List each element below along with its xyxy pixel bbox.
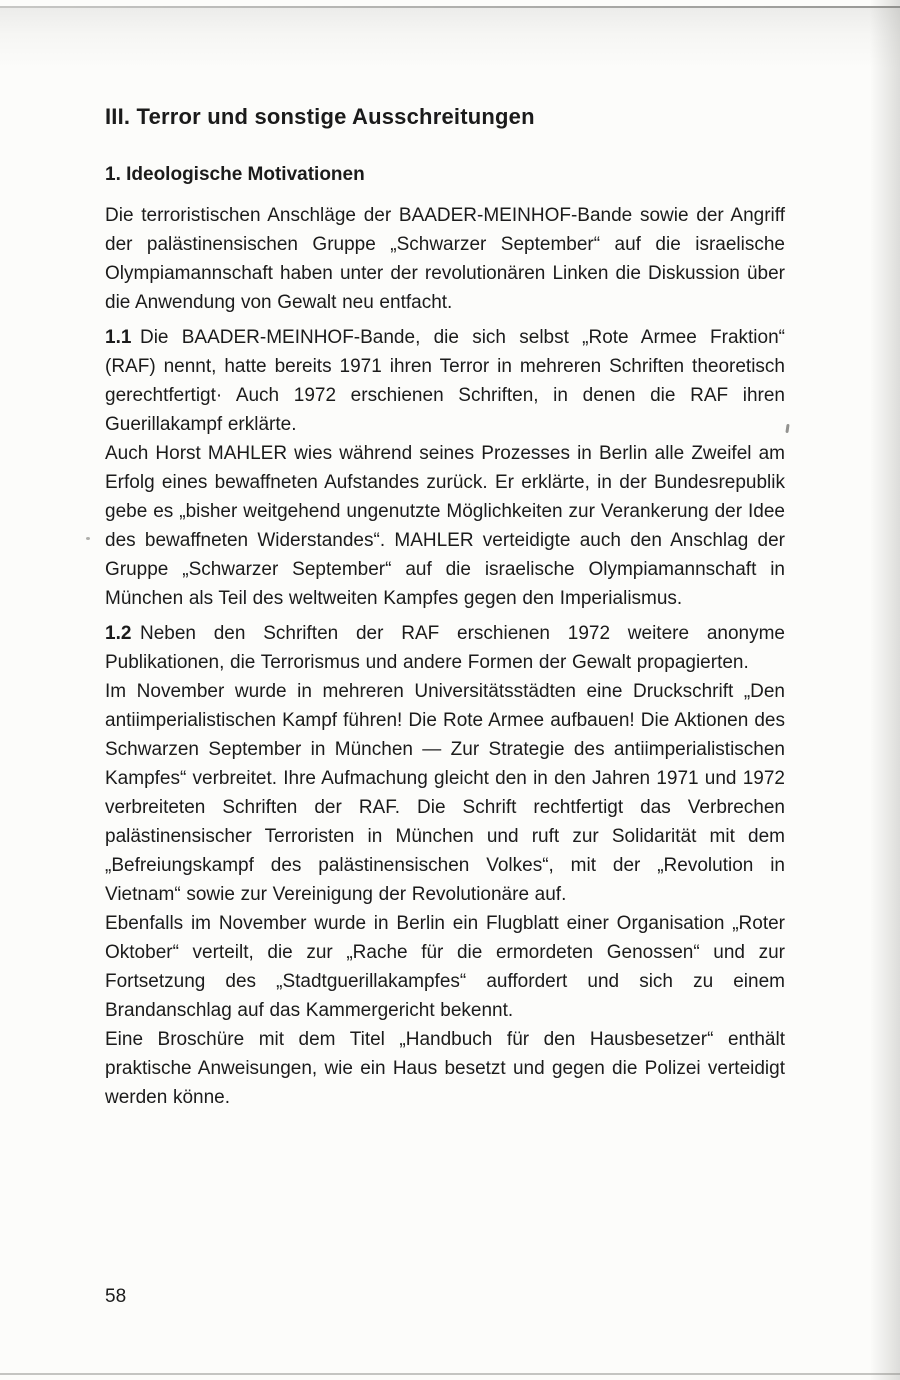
paragraph xyxy=(105,909,785,1025)
scan-edge-top-line xyxy=(0,6,900,8)
paragraph-text: Eine Broschüre mit dem Titel „Handbuch für den Hausbesetzer“ enthält praktische Anweisungen, wie ein Haus besetzt und gegen die Polizei verteidigt werden könne. xyxy=(105,1029,785,1108)
scan-artifact-dot xyxy=(86,537,90,540)
paragraph xyxy=(105,201,785,317)
paragraph xyxy=(105,619,785,677)
paragraph xyxy=(105,1025,785,1112)
paragraph-number: 1.1 xyxy=(105,327,132,348)
paragraph-text: Neben den Schriften der RAF erschienen 1972 weitere anonyme Publikationen, die Terrorismus und andere Formen der Gewalt propagierten. xyxy=(105,623,785,673)
paragraph-number: 1.2 xyxy=(105,623,132,644)
scan-edge-top-shade xyxy=(0,8,900,68)
paragraph xyxy=(105,323,785,439)
paragraph-text: Im November wurde in mehreren Universitätsstädten eine Druckschrift „Den antiimperialistischen Kampf führen! Die Rote Armee aufbauen! Die Aktionen des Schwarzen September in München — Zur Strategie des antiimperialistischen Kampfes“ verbreitet. Ihre Aufmachung gleicht den in den Jahren 1971 und 1972 verbreiteten Schriften der RAF. Die Schrift rechtfertigt das Verbrechen palästinensischer Terroristen in München und ruft zur Solidarität mit dem „Befreiungskampf des palästinensischen Volkes“, mit der „Revolution in Vietnam“ sowie zur Vereinigung der Revolutionäre auf. xyxy=(105,681,785,905)
scan-edge-right-shade xyxy=(870,0,900,1380)
section-heading: 1. Ideologische Motivationen xyxy=(105,164,365,185)
page-number: 58 xyxy=(105,1286,127,1307)
scan-edge-bottom-line xyxy=(0,1373,900,1375)
paragraph-text: Die terroristischen Anschläge der BAADER-MEINHOF-Bande sowie der Angriff der palästinensischen Gruppe „Schwarzer September“ auf die israelische Olympiamannschaft haben unter der revolutionären Linken die Diskussion über die Anwendung von Gewalt neu entfacht. xyxy=(105,205,785,313)
paragraph xyxy=(105,677,785,909)
document-body xyxy=(105,104,785,1112)
page-title: III. Terror und sonstige Ausschreitungen xyxy=(105,104,535,129)
paragraph-text: Ebenfalls im November wurde in Berlin ein Flugblatt einer Organisation „Roter Oktober“ verteilt, die zur „Rache für die ermordeten Genossen“ und zur Fortsetzung des „Stadtguerillakampfes“ auffordert und sich zu einem Brandanschlag auf das Kammergericht bekennt. xyxy=(105,913,785,1021)
scan-artifact-mark xyxy=(785,424,789,433)
paragraph xyxy=(105,439,785,613)
paragraph-text: Auch Horst MAHLER wies während seines Prozesses in Berlin alle Zweifel am Erfolg eines bewaffneten Aufstandes zurück. Er erklärte, in der Bundesrepublik gebe es „bisher weitgehend ungenutzte Möglichkeiten zur Verankerung der Idee des bewaffneten Widerstandes“. MAHLER verteidigte auch den Anschlag der Gruppe „Schwarzer September“ auf die israelische Olympiamannschaft in München als Teil des weltweiten Kampfes gegen den Imperialismus. xyxy=(105,443,785,609)
paragraph-text: Die BAADER-MEINHOF-Bande, die sich selbst „Rote Armee Fraktion“ (RAF) nennt, hatte bereits 1971 ihren Terror in mehreren Schriften theoretisch gerechtfertigt· Auch 1972 erschienen Schriften, in denen die RAF ihren Guerillakampf erklärte. xyxy=(105,327,785,435)
